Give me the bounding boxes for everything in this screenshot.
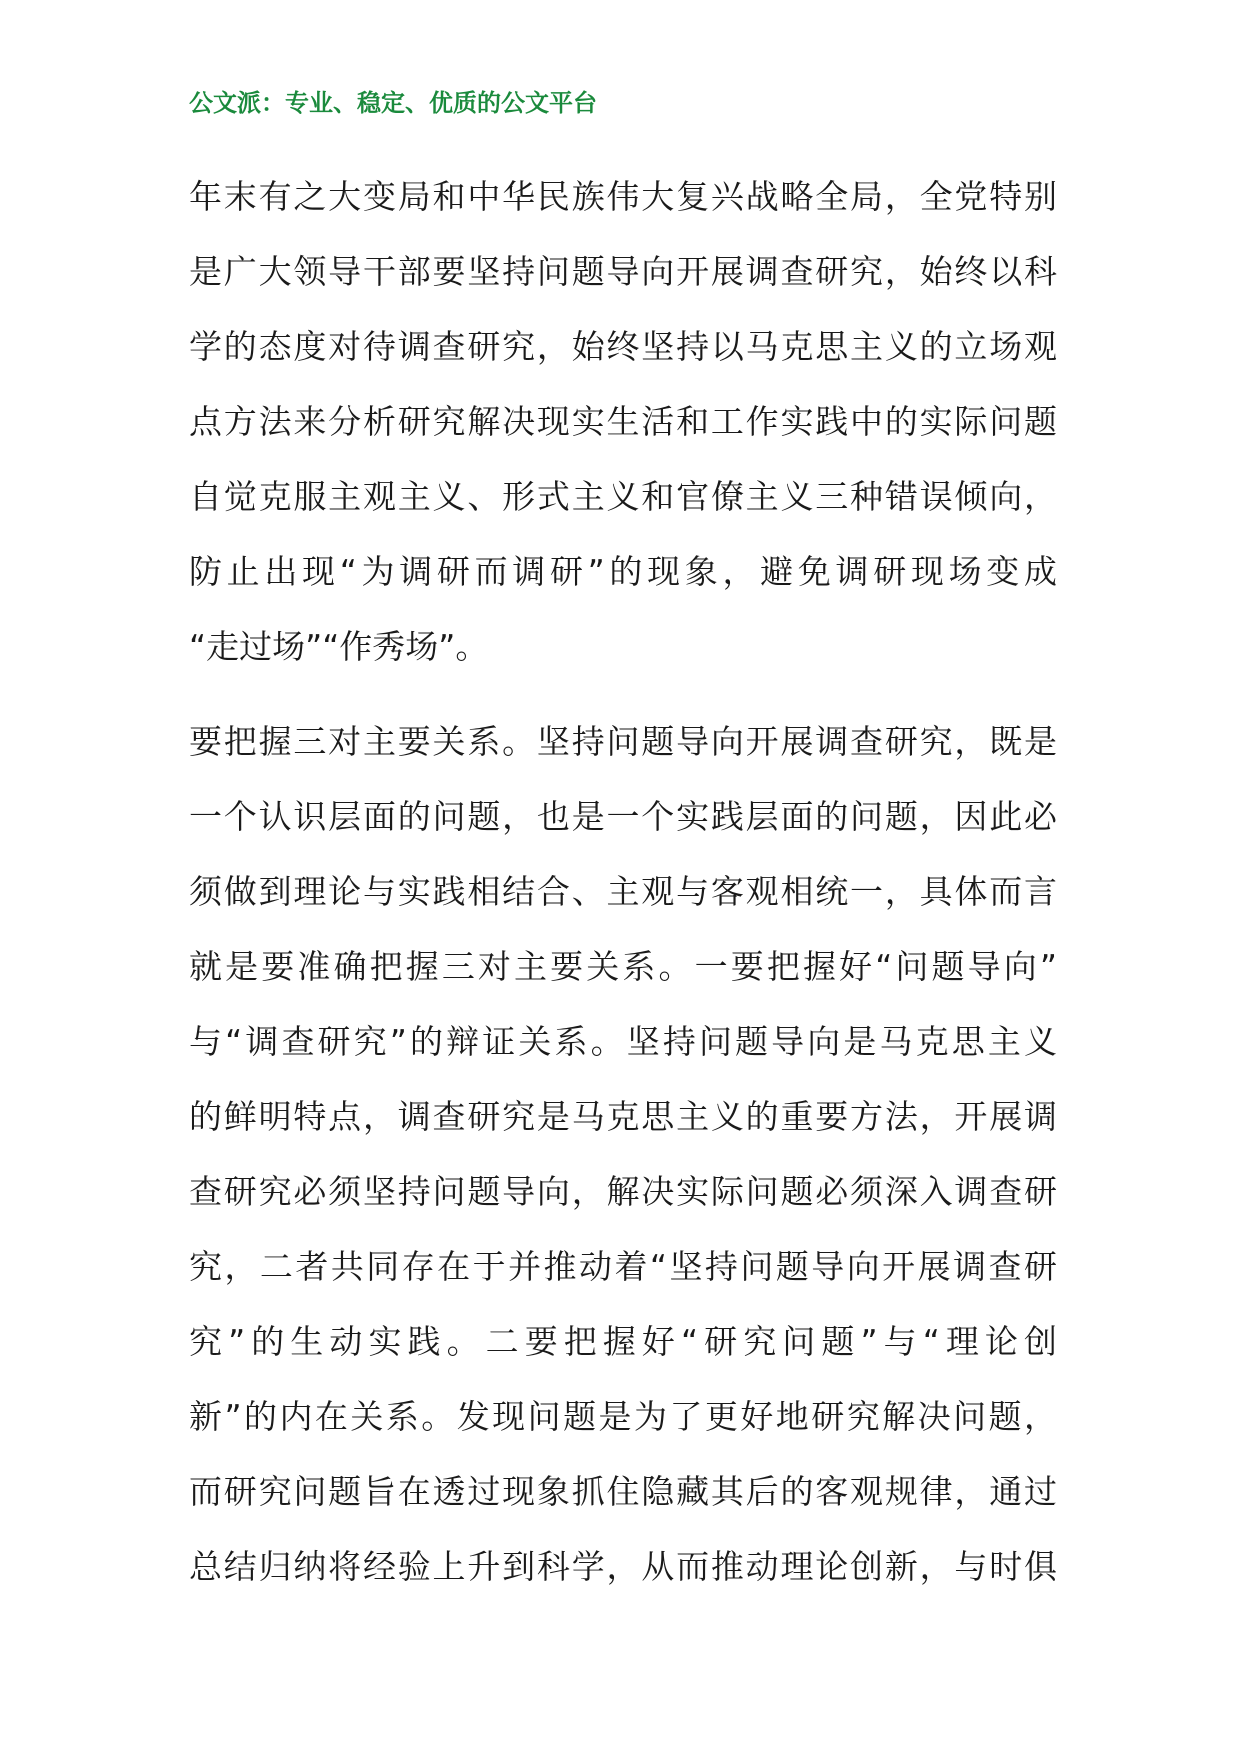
site-slogan-header: 公文派：专业、稳定、优质的公文平台: [189, 88, 597, 117]
paragraph-line: 与“调查研究”的辩证关系。坚持问题导向是马克思主义: [189, 1022, 1057, 1061]
paragraph-line: 点方法来分析研究解决现实生活和工作实践中的实际问题: [189, 402, 1057, 441]
paragraph-line: 须做到理论与实践相结合、主观与客观相统一，具体而言: [189, 872, 1057, 911]
paragraph-line: 而研究问题旨在透过现象抓住隐藏其后的客观规律，通过: [189, 1472, 1057, 1511]
paragraph-line: 查研究必须坚持问题导向，解决实际问题必须深入调查研: [189, 1172, 1057, 1211]
paragraph-line: 总结归纳将经验上升到科学，从而推动理论创新，与时俱: [189, 1547, 1057, 1586]
paragraph-2: [189, 704, 1057, 1604]
paragraph-line: 究”的生动实践。二要把握好“研究问题”与“理论创: [189, 1322, 1057, 1361]
paragraph-line: 一个认识层面的问题，也是一个实践层面的问题，因此必: [189, 797, 1057, 836]
paragraph-line: 学的态度对待调查研究，始终坚持以马克思主义的立场观: [189, 327, 1057, 366]
paragraph-line: 新”的内在关系。发现问题是为了更好地研究解决问题，: [189, 1397, 1057, 1436]
paragraph-line: 要把握三对主要关系。坚持问题导向开展调查研究，既是: [189, 722, 1057, 761]
paragraph-line: 自觉克服主观主义、形式主义和官僚主义三种错误倾向，: [189, 477, 1057, 516]
paragraph-line: 防止出现“为调研而调研”的现象，避免调研现场变成: [189, 552, 1057, 591]
paragraph-line: 是广大领导干部要坚持问题导向开展调查研究，始终以科: [189, 252, 1057, 291]
paragraph-line: 年末有之大变局和中华民族伟大复兴战略全局，全党特别: [189, 177, 1057, 216]
paragraph-1: [189, 159, 1057, 684]
paragraph-line: 的鲜明特点，调查研究是马克思主义的重要方法，开展调: [189, 1097, 1057, 1136]
paragraph-line: 究，二者共同存在于并推动着“坚持问题导向开展调查研: [189, 1247, 1057, 1286]
paragraph-line: “走过场”“作秀场”。: [189, 627, 489, 666]
paragraph-line: 就是要准确把握三对主要关系。一要把握好“问题导向”: [189, 947, 1057, 986]
